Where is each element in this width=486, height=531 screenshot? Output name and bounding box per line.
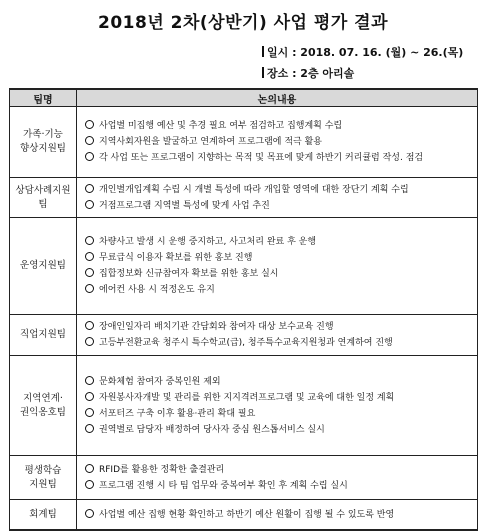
discussion-item-text: 서포터즈 구축 이후 활용·관리 확대 필요 bbox=[99, 408, 256, 419]
circle-bullet-icon bbox=[85, 236, 94, 245]
circle-bullet-icon bbox=[85, 321, 94, 330]
discussion-item bbox=[85, 390, 471, 406]
discussion-cell bbox=[77, 107, 478, 178]
circle-bullet-icon bbox=[85, 337, 94, 346]
bullet-bar bbox=[262, 46, 264, 57]
team-name-line: 상담사례지원팀 bbox=[15, 184, 71, 210]
discussion-item-text: 권역별로 담당자 배정하여 당사자 중심 원스톱서비스 실시 bbox=[99, 424, 325, 435]
page-title: 2018년 2차(상반기) 사업 평가 결과 bbox=[98, 13, 388, 33]
team-name-line: 가족·기능 bbox=[23, 129, 63, 141]
table-body bbox=[10, 107, 478, 531]
meeting-date-text: 일시 : 2018. 07. 16. (월) ~ 26.(목) bbox=[267, 46, 464, 59]
team-name-line: 지원팀 bbox=[29, 478, 57, 490]
discussion-item-text: 문화체험 참여자 중복인원 제외 bbox=[99, 376, 221, 387]
discussion-item-text: 각 사업 또는 프로그램이 지향하는 목적 및 목표에 맞게 하반기 커리큘럼 작성. 점검 bbox=[99, 153, 424, 163]
discussion-cell bbox=[77, 315, 478, 356]
table-header-row bbox=[10, 89, 478, 107]
team-name-line: 평생학습 bbox=[24, 464, 62, 476]
discussion-item-text: 집합정보화 신규참여자 확보를 위한 홍보 실시 bbox=[99, 269, 279, 279]
discussion-item bbox=[85, 282, 471, 298]
team-name-cell bbox=[10, 218, 77, 315]
discussion-item-text: 장애인일자리 배치기관 간담회와 참여자 대상 보수교육 진행 bbox=[99, 322, 334, 332]
discussion-item bbox=[85, 319, 471, 335]
discussion-cell bbox=[77, 500, 478, 531]
table-row bbox=[10, 456, 478, 500]
circle-bullet-icon bbox=[85, 252, 94, 261]
meeting-date bbox=[262, 44, 463, 60]
discussion-item-text: 무료급식 이용자 확보를 위한 홍보 진행 bbox=[99, 253, 253, 263]
team-name-line: 지역연계· bbox=[23, 392, 63, 404]
discussion-item bbox=[85, 462, 471, 478]
discussion-item bbox=[85, 250, 471, 266]
discussion-item-text: 거점프로그램 지역별 특성에 맞게 사업 추진 bbox=[99, 200, 270, 211]
discussion-item bbox=[85, 335, 471, 351]
evaluation-table bbox=[9, 88, 478, 531]
discussion-item-text: 자원봉사자개발 및 관리를 위한 지지격려프로그램 및 교육에 대한 일정 계획 bbox=[99, 392, 395, 403]
team-name-cell bbox=[10, 500, 77, 531]
discussion-cell bbox=[77, 356, 478, 456]
team-name-line: 운영지원팀 bbox=[20, 260, 66, 272]
discussion-item bbox=[85, 406, 471, 422]
discussion-item bbox=[85, 234, 471, 250]
circle-bullet-icon bbox=[85, 284, 94, 293]
table-row bbox=[10, 218, 478, 315]
circle-bullet-icon bbox=[85, 408, 94, 417]
discussion-item-text: 사업별 예산 집행 현황 확인하고 하반기 예산 원활이 집행 될 수 있도록 반영 bbox=[99, 509, 395, 520]
circle-bullet-icon bbox=[85, 136, 94, 145]
discussion-item bbox=[85, 134, 471, 150]
team-name-line: 향상지원팀 bbox=[20, 143, 66, 154]
discussion-item-text: RFID를 활용한 정확한 출결관리 bbox=[99, 464, 225, 475]
meeting-place-text: 장소 : 2층 아리솔 bbox=[267, 67, 355, 80]
column-header-content: 논의내용 bbox=[77, 89, 478, 107]
discussion-item bbox=[85, 182, 471, 198]
discussion-item-text: 차량사고 발생 시 운행 중지하고, 사고처리 완료 후 운행 bbox=[99, 237, 317, 247]
circle-bullet-icon bbox=[85, 200, 94, 209]
meeting-place bbox=[262, 65, 354, 81]
table-row bbox=[10, 500, 478, 531]
circle-bullet-icon bbox=[85, 509, 94, 518]
discussion-item bbox=[85, 478, 471, 494]
team-name-cell bbox=[10, 356, 77, 456]
circle-bullet-icon bbox=[85, 392, 94, 401]
discussion-cell bbox=[77, 456, 478, 500]
table-row bbox=[10, 315, 478, 356]
discussion-cell bbox=[77, 178, 478, 218]
circle-bullet-icon bbox=[85, 376, 94, 385]
discussion-item-text: 사업별 미집행 예산 및 추경 필요 여부 점검하고 집행계획 수립 bbox=[99, 121, 343, 131]
table-row bbox=[10, 107, 478, 178]
circle-bullet-icon bbox=[85, 424, 94, 433]
discussion-item bbox=[85, 150, 471, 166]
bullet-bar bbox=[262, 67, 264, 78]
column-header-team: 팀명 bbox=[10, 89, 77, 107]
discussion-cell bbox=[77, 218, 478, 315]
team-name-cell bbox=[10, 107, 77, 178]
discussion-item bbox=[85, 118, 471, 134]
discussion-item-text: 에어컨 사용 시 적정온도 유지 bbox=[99, 285, 215, 295]
discussion-item bbox=[85, 198, 471, 214]
discussion-item-text: 지역사회자원을 발굴하고 연계하여 프로그램에 적극 활용 bbox=[99, 137, 322, 147]
discussion-item-text: 고등부전환교육 청주시 특수학교(급), 청주특수교육지원청과 연계하여 진행 bbox=[99, 338, 393, 348]
table-row bbox=[10, 356, 478, 456]
team-name-line: 권익옹호팀 bbox=[20, 406, 66, 418]
discussion-item-text: 프로그램 진행 시 타 팀 업무와 중복여부 확인 후 계획 수립 실시 bbox=[99, 480, 348, 491]
discussion-item bbox=[85, 266, 471, 282]
circle-bullet-icon bbox=[85, 464, 94, 473]
team-name-cell bbox=[10, 456, 77, 500]
team-name-line: 직업지원팀 bbox=[20, 329, 66, 341]
team-name-line: 회계팀 bbox=[29, 508, 57, 520]
discussion-item-text: 개인별개입계획 수립 시 개별 특성에 따라 개입할 영역에 대한 장단기 계획 수립 bbox=[99, 184, 409, 195]
circle-bullet-icon bbox=[85, 268, 94, 277]
circle-bullet-icon bbox=[85, 120, 94, 129]
circle-bullet-icon bbox=[85, 184, 94, 193]
table-row bbox=[10, 178, 478, 218]
team-name-cell bbox=[10, 315, 77, 356]
team-name-cell bbox=[10, 178, 77, 218]
discussion-item bbox=[85, 374, 471, 390]
circle-bullet-icon bbox=[85, 480, 94, 489]
discussion-item bbox=[85, 422, 471, 438]
circle-bullet-icon bbox=[85, 152, 94, 161]
